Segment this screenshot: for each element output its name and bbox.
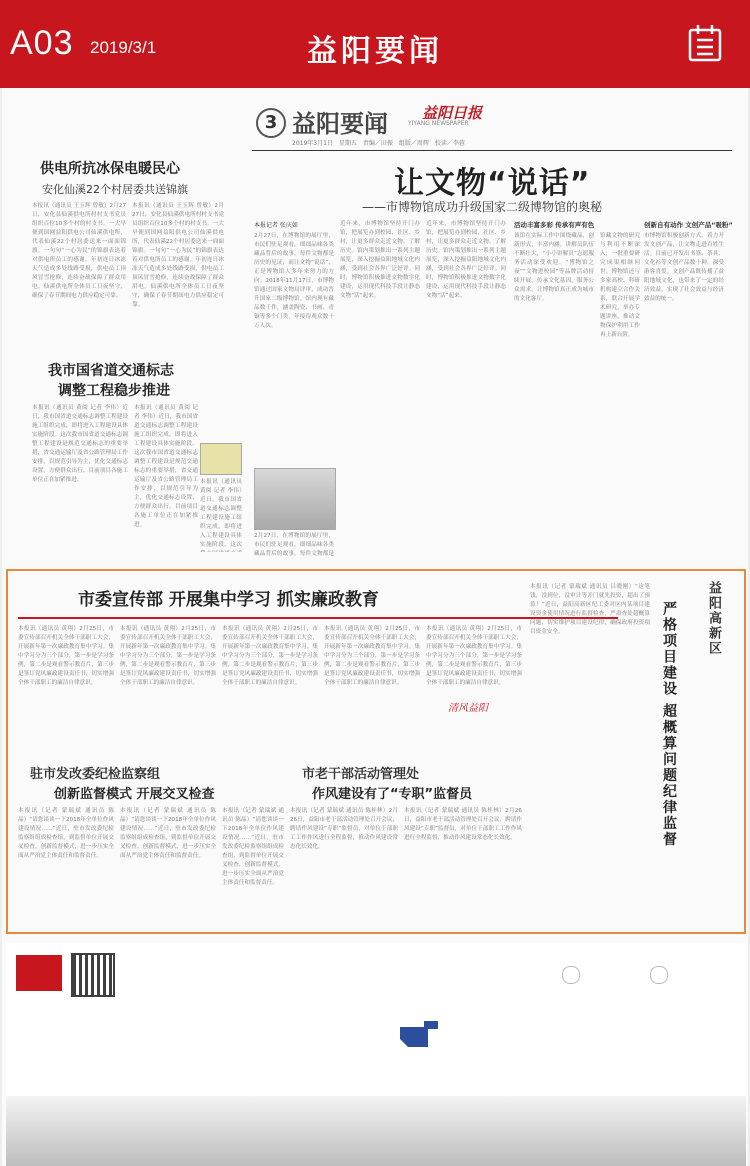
block-headline[interactable]: 市委宣传部 开展集中学习 抓实廉政教育	[78, 590, 379, 610]
feature-headline[interactable]: 让文物“说话”	[394, 166, 591, 201]
clean-yiyang-stamp: 清风益阳	[448, 703, 488, 714]
feature-col5: 馆藏文物的研究与利用不断深入，一批重要研究成果相继问世。博物馆还与多家高校、科研机构建立合作关系，联合开展学术研究，举办专题讲座，推动文物保护利用工作再上新台阶。	[600, 233, 640, 338]
block-body: 本报讯（记者 蒙瑞斌 通讯员 陈桂林）2月26日，益阳市老干部活动管理处召开会议，聘请作风建设“专职”监督员，对单位干部职工工作作风进行全程监督，推动作风建设常态化长效化。	[290, 808, 398, 850]
article-body-col2: 本报讯（通讯员 黄阅 记者 李伟）近日，我市国省道交通标志调整工程建设施工组织完成，即将进入工程建设具体实施阶段。这次我市国省道交通标志调整工程建设是规范交通标志的重要举措，省交通运输厅及省公路管理局工作安排，以规范引导为主，优化交通标志设置，方便群众出行。目前项目各施工单位正在加紧推进。	[134, 405, 198, 528]
feature-sidebar: 市博物馆积极创新方式，着力开发文创产品，让文物走进百姓生活。目前已开发出书签、茶具、文化衫等文创产品数十种，深受游客喜爱。文创产品既传播了益阳地域文化，也带来了一定的经济效益，实现了社会效益与经济效益的统一。	[644, 233, 724, 302]
block-body: 本报讯（通讯员 黄翔）2月25日，市委宣传部召开机关全体干部职工大会，开展新年第一次廉政教育集中学习。集中学习分为三个部分，第一步是学习条例，第二步是观看警示教育片，第三步是签订党风廉政建设责任书，切实增强全体干部职工的廉洁自律意识。	[18, 626, 114, 686]
article-body: 本报讯（通讯员 王玉辉 曾敏）2月27日，安化县仙溪供电所村村支书党员组织百位10多个村的村支书。一大早便到国网益阳供电公司仙溪供电所，代表仙溪22个村居委送来一面面锦旗。一句句“一心为民”的锦旗表达着对供电所员工的感谢。年初连日冰冻天气造成多处线路受损，供电员工顶风冒雪抢修，连续奋战保障了群众用电。仙溪供电所全体员工日夜坚守，确保了春节期间电力供应稳定可靠。	[32, 203, 126, 299]
masthead-logo: 益阳日报	[422, 104, 483, 122]
block-body: 本报讯（记者 蒙瑞斌 通讯员 陈晶）“请您谈谈一下2018年全单位作风建设情况……”近日，驻市发改委纪检监察组组成检查组，到监督单位开展交叉检查，创新监督模式，进一步压实全面从严治党主体责任和监督责任。	[18, 808, 114, 859]
brand-logo	[16, 955, 62, 991]
block-kicker: 市老干部活动管理处	[302, 767, 420, 782]
block-body-col4: 本报讯（通讯员 黄翔）2月25日，市委宣传部召开机关全体干部职工大会，开展新年第一次廉政教育集中学习。集中学习分为三个部分，第一步是学习条例，第二步是观看警示教育片，第三步是签订党风廉政建设责任书，切实增强全体干部职工的廉洁自律意识。	[324, 626, 420, 685]
section-title: 益阳要闻	[307, 34, 443, 69]
masthead	[242, 98, 662, 147]
side-body: 本报讯（记者 蒙瑞斌 通讯员 吕晓刚）“这笔钱，没到位，没审计等开门就先投资，超出了预算！”近日，益阳高新区纪工委对区内某项目建设资金使用情况进行监督检查，严肃查处超概算问题，切实维护项目建设纪律，确保政府投资项目资金安全。	[530, 584, 650, 635]
article-headline[interactable]: 我市国省道交通标志	[48, 363, 174, 379]
article-headline-line2[interactable]: 调整工程稳步推进	[58, 383, 170, 399]
block-headline[interactable]: 创新监督模式 开展交叉检查	[54, 787, 215, 802]
side-headline[interactable]: 严格项目建设 超概算问题纪律监督	[661, 601, 677, 848]
masthead-title: 益阳要闻	[292, 109, 388, 138]
page-number: A03	[10, 24, 74, 62]
masthead-rule	[252, 150, 732, 151]
feature-col3: 近年来，市博物馆坚持开门办馆，把展览办到校园、社区、乡村，让更多群众走近文物、了解历史。馆内策划推出一系列主题展览，深入挖掘益阳地域文化内涵，受到社会各界广泛好评。同时，博物馆积极推进文物数字化建设，运用现代科技手段让静态文物“活”起来。	[426, 221, 506, 299]
feature-section-title: 活动丰富多彩 传承有声有色	[514, 221, 595, 229]
block-rule	[18, 617, 618, 619]
masthead-page-badge: 3	[256, 108, 286, 138]
block-body-col3: 本报讯（通讯员 黄翔）2月25日，市委宣传部召开机关全体干部职工大会，开展新年第一次廉政教育集中学习。集中学习分为三个部分，第一步是学习条例，第二步是观看警示教育片，第三步是签订党风廉政建设责任书，切实增强全体干部职工的廉洁自律意识。	[222, 626, 318, 686]
feature-col4: 该馆在实际工作中围绕藏品，创新形式，丰富内涵。讲解员队伍不断壮大，“小小讲解员”志愿服务活动深受欢迎，“博物馆之夜”“文物进校园”等品牌活动持续开展，传承文化基因，服务公众需求，让博物馆真正成为城市的文化客厅。	[514, 233, 594, 302]
article-headline[interactable]: 供电所抗冰保电暖民心	[40, 161, 180, 177]
pointing-hand-icon	[398, 1013, 440, 1051]
article-body-col2: 本报讯（通讯员 王玉辉 曾敏）2月27日，安化县仙溪供电所村村支书党员组织百位10多个村的村支书。一大早便到国网益阳供电公司仙溪供电所，代表仙溪22个村居委送来一面面锦旗。一句句“一心为民”的锦旗表达着对供电所员工的感谢。年初连日冰冻天气造成多处线路受损，供电员工顶风冒雪抢修，连续奋战保障了群众用电。仙溪供电所全体员工日夜坚守，确保了春节期间电力供应稳定可靠。	[132, 203, 224, 308]
masthead-english: YIYANG NEWSPAPER	[408, 120, 469, 127]
android-badge[interactable]	[562, 966, 580, 984]
block-kicker: 驻市发改委纪检监察组	[30, 767, 161, 782]
side-kicker: 益阳高新区	[706, 581, 721, 656]
article-subhead: 安化仙溪22个村居委共送锦旗	[42, 183, 188, 196]
ad-slot-image	[200, 443, 242, 475]
feature-col1-caption: 2月27日，在博物馆的展厅里，市民们驻足观看，细细品味各类藏品背后的故事。每件文物都是	[254, 533, 334, 557]
article-body-col3: 本报讯（通讯员 黄阅 记者 李伟）近日，我市国省道交通标志调整工程建设施工组织完成，即将进入工程建设具体实施阶段。这次	[200, 479, 242, 548]
masthead-meta: 2019年3月1日 星期五 责编／田振 组版／周辉 校读／李蓉	[292, 140, 465, 147]
app-advert[interactable]	[6, 943, 746, 1166]
calendar-menu-icon[interactable]	[688, 24, 722, 62]
feature-sidebar-title: 创新自有动作 文创产品“吸粉”	[644, 221, 733, 229]
block-body-col2: 本报讯（通讯员 黄翔）2月25日，市委宣传部召开机关全体干部职工大会，开展新年第一次廉政教育集中学习。集中学习分为三个部分，第一步是学习条例，第二步是观看警示教育片，第三步是签订党风廉政建设责任书，切实增强全体干部职工的廉洁自律意识。	[120, 626, 216, 686]
block-headline[interactable]: 作风建设有了“专职”监督员	[312, 787, 473, 802]
block-body-col2: 本报讯（记者 蒙瑞斌 通讯员 陈桂林）2月26日，益阳市老干部活动管理处召开会议，聘请作风建设“专职”监督员，对单位干部职工工作作风进行全程监督，推动作风建设常态化长效化。	[404, 808, 522, 841]
page-date: 2019/3/1	[90, 38, 157, 57]
integrity-block	[6, 569, 746, 934]
block-body-col5: 本报讯（通讯员 黄翔）2月25日，市委宣传部召开机关全体干部职工大会，开展新年第一次廉政教育集中学习。集中学习分为三个部分，第一步是学习条例，第二步是观看警示教育片，第三步是签订党风廉政建设责任书，切实增强全体干部职工的廉洁自律意识。	[426, 626, 522, 686]
feature-byline: 本报记者 张庆如	[254, 222, 298, 229]
ios-badge[interactable]	[650, 966, 668, 984]
feature-col1: 2月27日，在博物馆的展厅里，市民们驻足观看，细细品味各类藏品背后的故事。每件文物都是历史的见证，而让文物“说话”，正是博物馆人多年来努力的方向。2018年11月17日，市博物馆通过国家文物局评审，成功晋升国家二级博物馆。馆内现有藏品数千件，涵盖陶瓷、书画、青铜等多个门类，年接待观众数十万人次。	[254, 233, 334, 329]
feature-subhead: ——市博物馆成功升级国家二级博物馆的奥秘	[362, 200, 603, 214]
article-body: 本报讯（通讯员 黄阅 记者 李伟）近日，我市国省道交通标志调整工程建设施工组织完成，即将进入工程建设具体实施阶段。这次我市国省道交通标志调整工程建设是规范交通标志的重要举措，省交通运输厅及省公路管理局工作安排，以规范引导为主，优化交通标志设置，方便群众出行。目前项目各施工单位正在加紧推进。	[32, 405, 128, 483]
feature-col2: 近年来，市博物馆坚持开门办馆，把展览办到校园、社区、乡村，让更多群众走近文物、了解历史。馆内策划推出一系列主题展览，深入挖掘益阳地域文化内涵，受到社会各界广泛好评。同时，博物馆积极推进文物数字化建设，运用现代科技手段让静态文物“活”起来。	[340, 221, 420, 299]
qr-code	[71, 953, 115, 997]
top-bar	[0, 0, 750, 88]
newspaper-page[interactable]	[2, 88, 748, 1166]
block-body-col2: 本报讯（记者 蒙瑞斌 通讯员 陈晶）“请您谈谈一下2018年全单位作风建设情况……”近日，驻市发改委纪检监察组组成检查组，到监督单位开展交叉检查，创新监督模式，进一步压实全面从严治党主体责任和监督责任。	[120, 808, 216, 859]
block-body-col3: 本报讯（记者 蒙瑞斌 通讯员 陈晶）“请您谈谈一下2018年全单位作风建设情况……”近日，驻市发改委纪检监察组组成检查组，到监督单位开展交叉检查，创新监督模式，进一步压实全面从严治党主体责任和监督责任。	[222, 808, 284, 886]
city-skyline-image	[6, 1096, 746, 1166]
feature-photo	[254, 468, 336, 530]
